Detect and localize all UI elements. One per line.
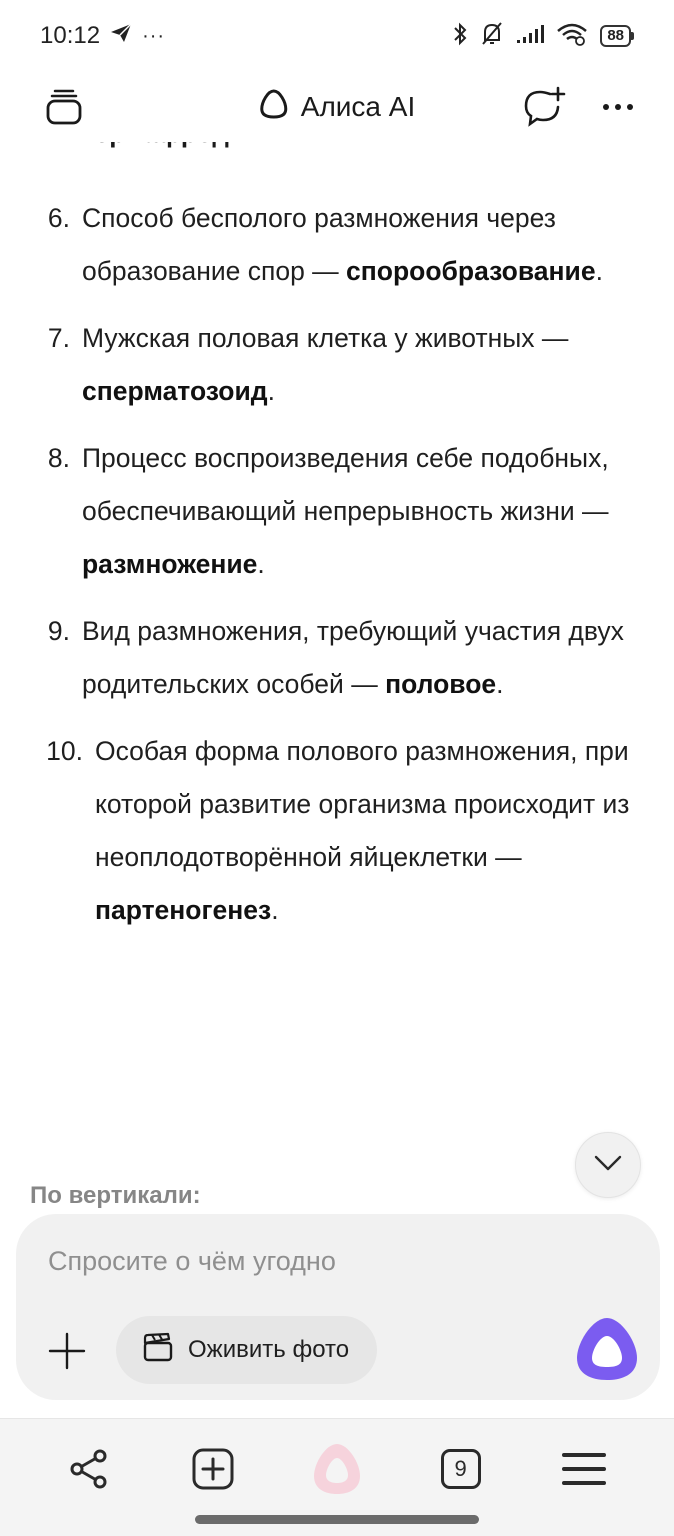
chats-stack-icon[interactable] (44, 87, 84, 127)
page-title-text: Алиса AI (300, 91, 416, 122)
tabs-count: 9 (441, 1449, 481, 1489)
page-title (259, 88, 415, 127)
plus-icon (48, 1332, 86, 1370)
battery-icon (600, 25, 634, 47)
answer-bold: половое (385, 669, 497, 699)
bluetooth-icon (452, 21, 468, 52)
telegram-icon (110, 22, 132, 50)
section-heading-vertical: По вертикали: (30, 1182, 201, 1209)
answer-bold: партеногенез (95, 895, 272, 925)
new-chat-icon[interactable] (522, 86, 566, 128)
animate-photo-label: Оживить фото (188, 1336, 350, 1363)
message-input[interactable] (48, 1246, 608, 1277)
status-time: 10:12 (40, 22, 101, 49)
more-icon[interactable] (602, 103, 634, 111)
alice-icon (311, 1441, 363, 1497)
alice-voice-button[interactable] (572, 1314, 642, 1384)
list-item: 7. Мужская половая клетка у животных — сперматозоид. (47, 323, 569, 406)
list-item: 6. Способ бесполого размножения через образование спор — спорообразование. (47, 203, 603, 286)
answer-list (0, 192, 674, 951)
battery-level: 88 (600, 25, 631, 47)
share-button[interactable] (60, 1439, 120, 1499)
add-attachment-button[interactable] (46, 1330, 88, 1372)
alice-icon (573, 1314, 641, 1384)
status-bar (0, 0, 674, 72)
app-header (0, 72, 674, 142)
home-indicator[interactable] (195, 1515, 479, 1524)
alice-nav-button[interactable] (307, 1439, 367, 1499)
wifi-icon (556, 22, 588, 51)
share-icon (68, 1447, 112, 1491)
more-notifications-icon: ··· (142, 24, 166, 47)
answer-bold: размножение (82, 549, 258, 579)
menu-icon (561, 1449, 607, 1489)
animate-photo-button[interactable] (116, 1316, 377, 1384)
alice-logo-icon (259, 88, 289, 127)
menu-button[interactable] (554, 1439, 614, 1499)
new-tab-button[interactable] (183, 1439, 243, 1499)
chevron-down-icon (594, 1155, 622, 1176)
signal-icon (516, 24, 544, 49)
answer-bold: спорообразование (346, 256, 596, 286)
status-right (452, 21, 634, 52)
answer-bold: сперматозоид (82, 376, 268, 406)
scroll-down-button[interactable] (575, 1132, 641, 1198)
message-composer (16, 1214, 660, 1400)
list-item: 10. Особая форма полового размножения, при которой развитие организма происходит из неоплодотворённой яйцеклетки — партеногенез. (46, 736, 630, 925)
chat-content[interactable] (0, 130, 674, 1220)
clapperboard-icon (142, 1331, 174, 1370)
list-item: 8. Процесс воспроизведения себе подобных, обеспечивающий непрерывность жизни — размножение. (47, 443, 609, 579)
new-tab-icon (191, 1447, 235, 1491)
status-left (40, 22, 165, 50)
header-actions (522, 86, 634, 128)
list-item: 9. Вид размножения, требующий участия двух родительских особей — половое. (47, 616, 624, 699)
tabs-button[interactable] (431, 1439, 491, 1499)
bell-muted-icon (480, 21, 504, 52)
